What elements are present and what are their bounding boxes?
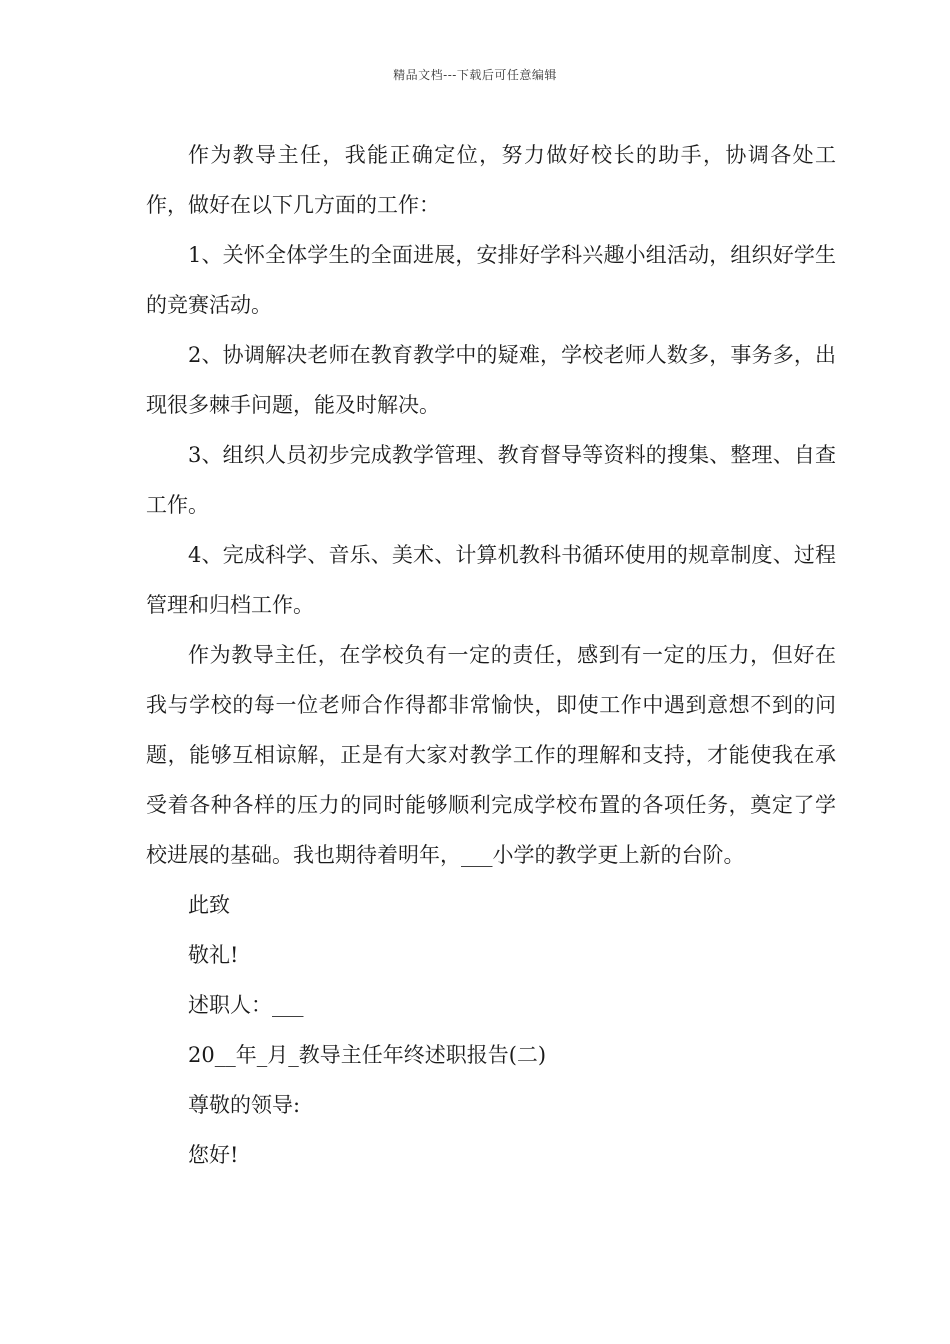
paragraph-item-2: 2、协调解决老师在教育教学中的疑难，学校老师人数多，事务多，出现很多棘手问题，能及时解决。: [146, 343, 836, 417]
closing-jing-li: 敬礼!: [188, 943, 239, 967]
salutation: 尊敬的领导:: [188, 1093, 301, 1117]
reporter-line: 述职人：___: [188, 993, 304, 1017]
paragraph-intro: 作为教导主任，我能正确定位，努力做好校长的助手，协调各处工作，做好在以下几方面的工作：: [146, 143, 836, 217]
paragraph-item-4: 4、完成科学、音乐、美术、计算机教科书循环使用的规章制度、过程管理和归档工作。: [146, 543, 836, 617]
paragraph-summary: 作为教导主任，在学校负有一定的责任，感到有一定的压力，但好在我与学校的每一位老师合作得都非常愉快，即使工作中遇到意想不到的问题，能够互相谅解，正是有大家对教学工作的理解和支持，才能使我在承受着各种各样的压力的同时能够顺利完成学校布置的各项任务，奠定了学校进展的基础。我也期待着明年，___小学的教学更上新的台阶。: [146, 643, 836, 867]
document-body: [146, 130, 836, 1180]
page-header: 精品文档---下载后可任意编辑: [393, 68, 557, 82]
greeting: 您好!: [188, 1143, 239, 1167]
next-report-title: 20__年_月_教导主任年终述职报告(二): [188, 1043, 547, 1067]
closing-ci-zhi: 此致: [188, 893, 230, 917]
paragraph-item-1: 1、关怀全体学生的全面进展，安排好学科兴趣小组活动，组织好学生的竞赛活动。: [146, 243, 836, 317]
paragraph-item-3: 3、组织人员初步完成教学管理、教育督导等资料的搜集、整理、自查工作。: [146, 443, 836, 517]
